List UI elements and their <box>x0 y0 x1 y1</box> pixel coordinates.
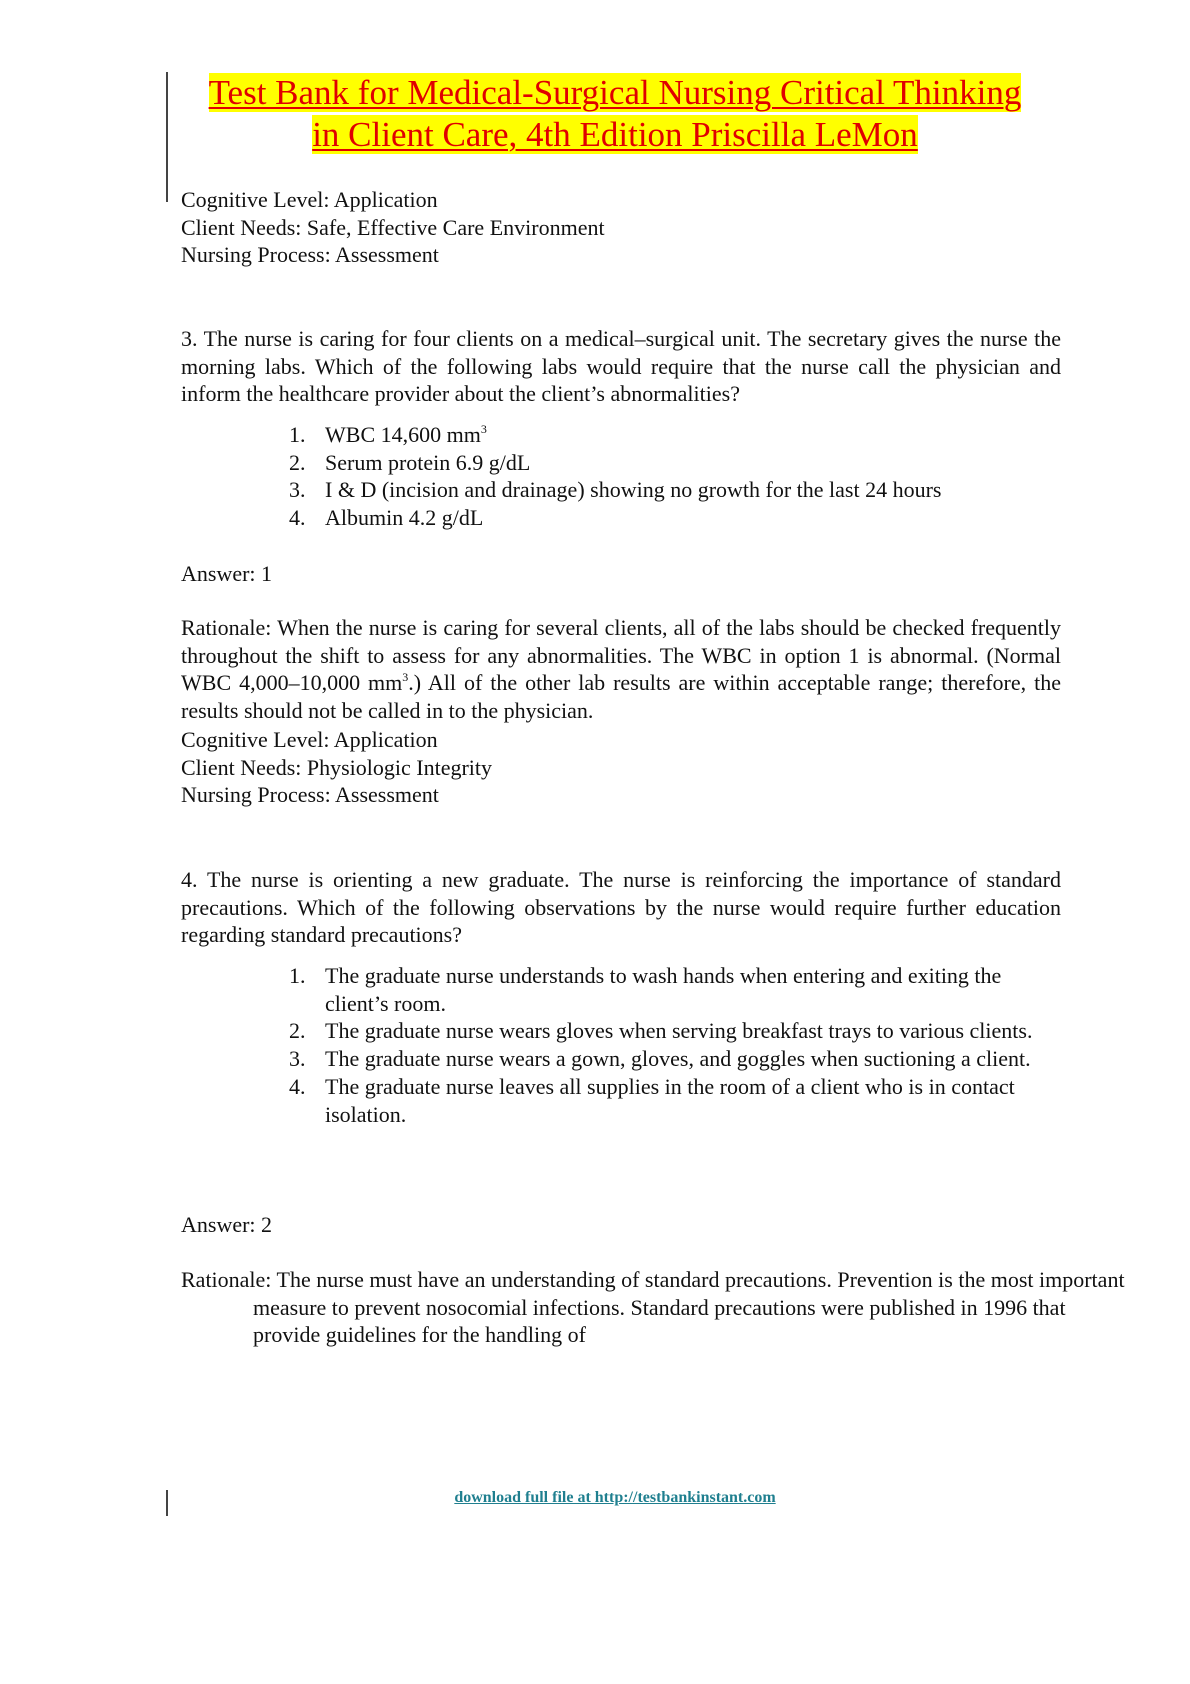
question-text: 4. The nurse is orienting a new graduate. The nurse is reinforcing the importance of standard precautions. Which of the following observations by the nurse would require further education regarding standard precautions? <box>181 867 1061 948</box>
superscript: 3 <box>402 670 409 685</box>
option-number: 4. <box>289 505 306 531</box>
rationale-text: Rationale: The nurse must have an understanding of standard precautions. Prevention is the most important measure to prevent nosocomial infections. Standard precautions were published in 1996 that provide guidelines for the handling of <box>181 1267 1125 1348</box>
option-item <box>181 476 1061 504</box>
option-item <box>181 504 1061 532</box>
cognitive-level: Cognitive Level: Application <box>181 187 438 212</box>
rationale-part: Rationale: When the nurse is caring for several clients, all of the labs should be checked frequently throughout the shift to assess for any abnormalities. The WBC in option 1 is abnormal. (Normal WBC 4,000–10,000 mm <box>181 615 1061 696</box>
answer-text: Answer: 1 <box>181 561 273 586</box>
option-text: Serum protein 6.9 g/dL <box>325 449 531 475</box>
option-text: Albumin 4.2 g/dL <box>325 505 484 531</box>
rationale-part: .) All of the other lab results are within acceptable range; therefore, the results should not be called in to the physician. <box>181 670 1061 724</box>
client-needs: Client Needs: Physiologic Integrity <box>181 754 493 780</box>
option-item <box>181 1045 1061 1073</box>
question-3-answer <box>181 560 1061 588</box>
option-number: 1. <box>289 963 306 988</box>
nursing-process: Nursing Process: Assessment <box>181 242 439 268</box>
superscript: 3 <box>480 422 487 436</box>
question-4-stem <box>181 866 1061 949</box>
option-number: 2. <box>289 449 306 475</box>
option-text: The graduate nurse wears a gown, gloves, and goggles when suctioning a client. <box>325 1046 1031 1072</box>
question-4-answer <box>181 1211 1061 1239</box>
answer-text: Answer: 2 <box>181 1212 273 1237</box>
title-line-2: in Client Care, 4th Edition Priscilla LeMon <box>312 115 918 154</box>
option-number: 1. <box>289 422 306 447</box>
option-item <box>181 1073 1061 1128</box>
question-4-rationale <box>181 1266 1133 1349</box>
document-title <box>175 72 1055 156</box>
question-3-rationale <box>181 614 1061 725</box>
download-link[interactable]: download full file at http://testbankinstant.com <box>454 1489 776 1506</box>
client-needs: Client Needs: Safe, Effective Care Environment <box>181 214 605 240</box>
option-text: WBC 14,600 mm <box>325 422 481 447</box>
question-3-stem <box>181 325 1061 408</box>
option-number: 3. <box>289 1046 306 1072</box>
nursing-process: Nursing Process: Assessment <box>181 782 439 808</box>
option-number: 3. <box>289 477 306 503</box>
title-line-1: Test Bank for Medical-Surgical Nursing Critical Thinking <box>208 73 1022 112</box>
option-number: 4. <box>289 1073 306 1099</box>
margin-change-bar <box>166 72 168 202</box>
cognitive-level: Cognitive Level: Application <box>181 727 438 752</box>
question-text: 3. The nurse is caring for four clients on a medical–surgical unit. The secretary gives the nurse the morning labs. Which of the following labs would require that the nurse call the physician and inform the healthcare provider about the client’s abnormalities? <box>181 326 1061 407</box>
rationale-text <box>181 614 1061 725</box>
option-item <box>181 962 1061 1017</box>
question-3-meta <box>181 726 1061 809</box>
option-text: The graduate nurse leaves all supplies in the room of a client who is in contact isolation. <box>325 1073 1015 1127</box>
option-number: 2. <box>289 1018 306 1044</box>
option-item <box>181 449 1061 477</box>
option-text: The graduate nurse understands to wash hands when entering and exiting the client’s room. <box>325 963 1002 1016</box>
meta-block <box>181 186 1061 269</box>
question-3-options <box>181 421 1061 532</box>
margin-change-bar <box>166 1490 168 1516</box>
option-text: I & D (incision and drainage) showing no growth for the last 24 hours <box>325 477 942 503</box>
option-item <box>181 421 1061 449</box>
question-4-options <box>181 962 1061 1128</box>
option-text: The graduate nurse wears gloves when serving breakfast trays to various clients. <box>325 1018 1033 1044</box>
option-item <box>181 1017 1061 1045</box>
